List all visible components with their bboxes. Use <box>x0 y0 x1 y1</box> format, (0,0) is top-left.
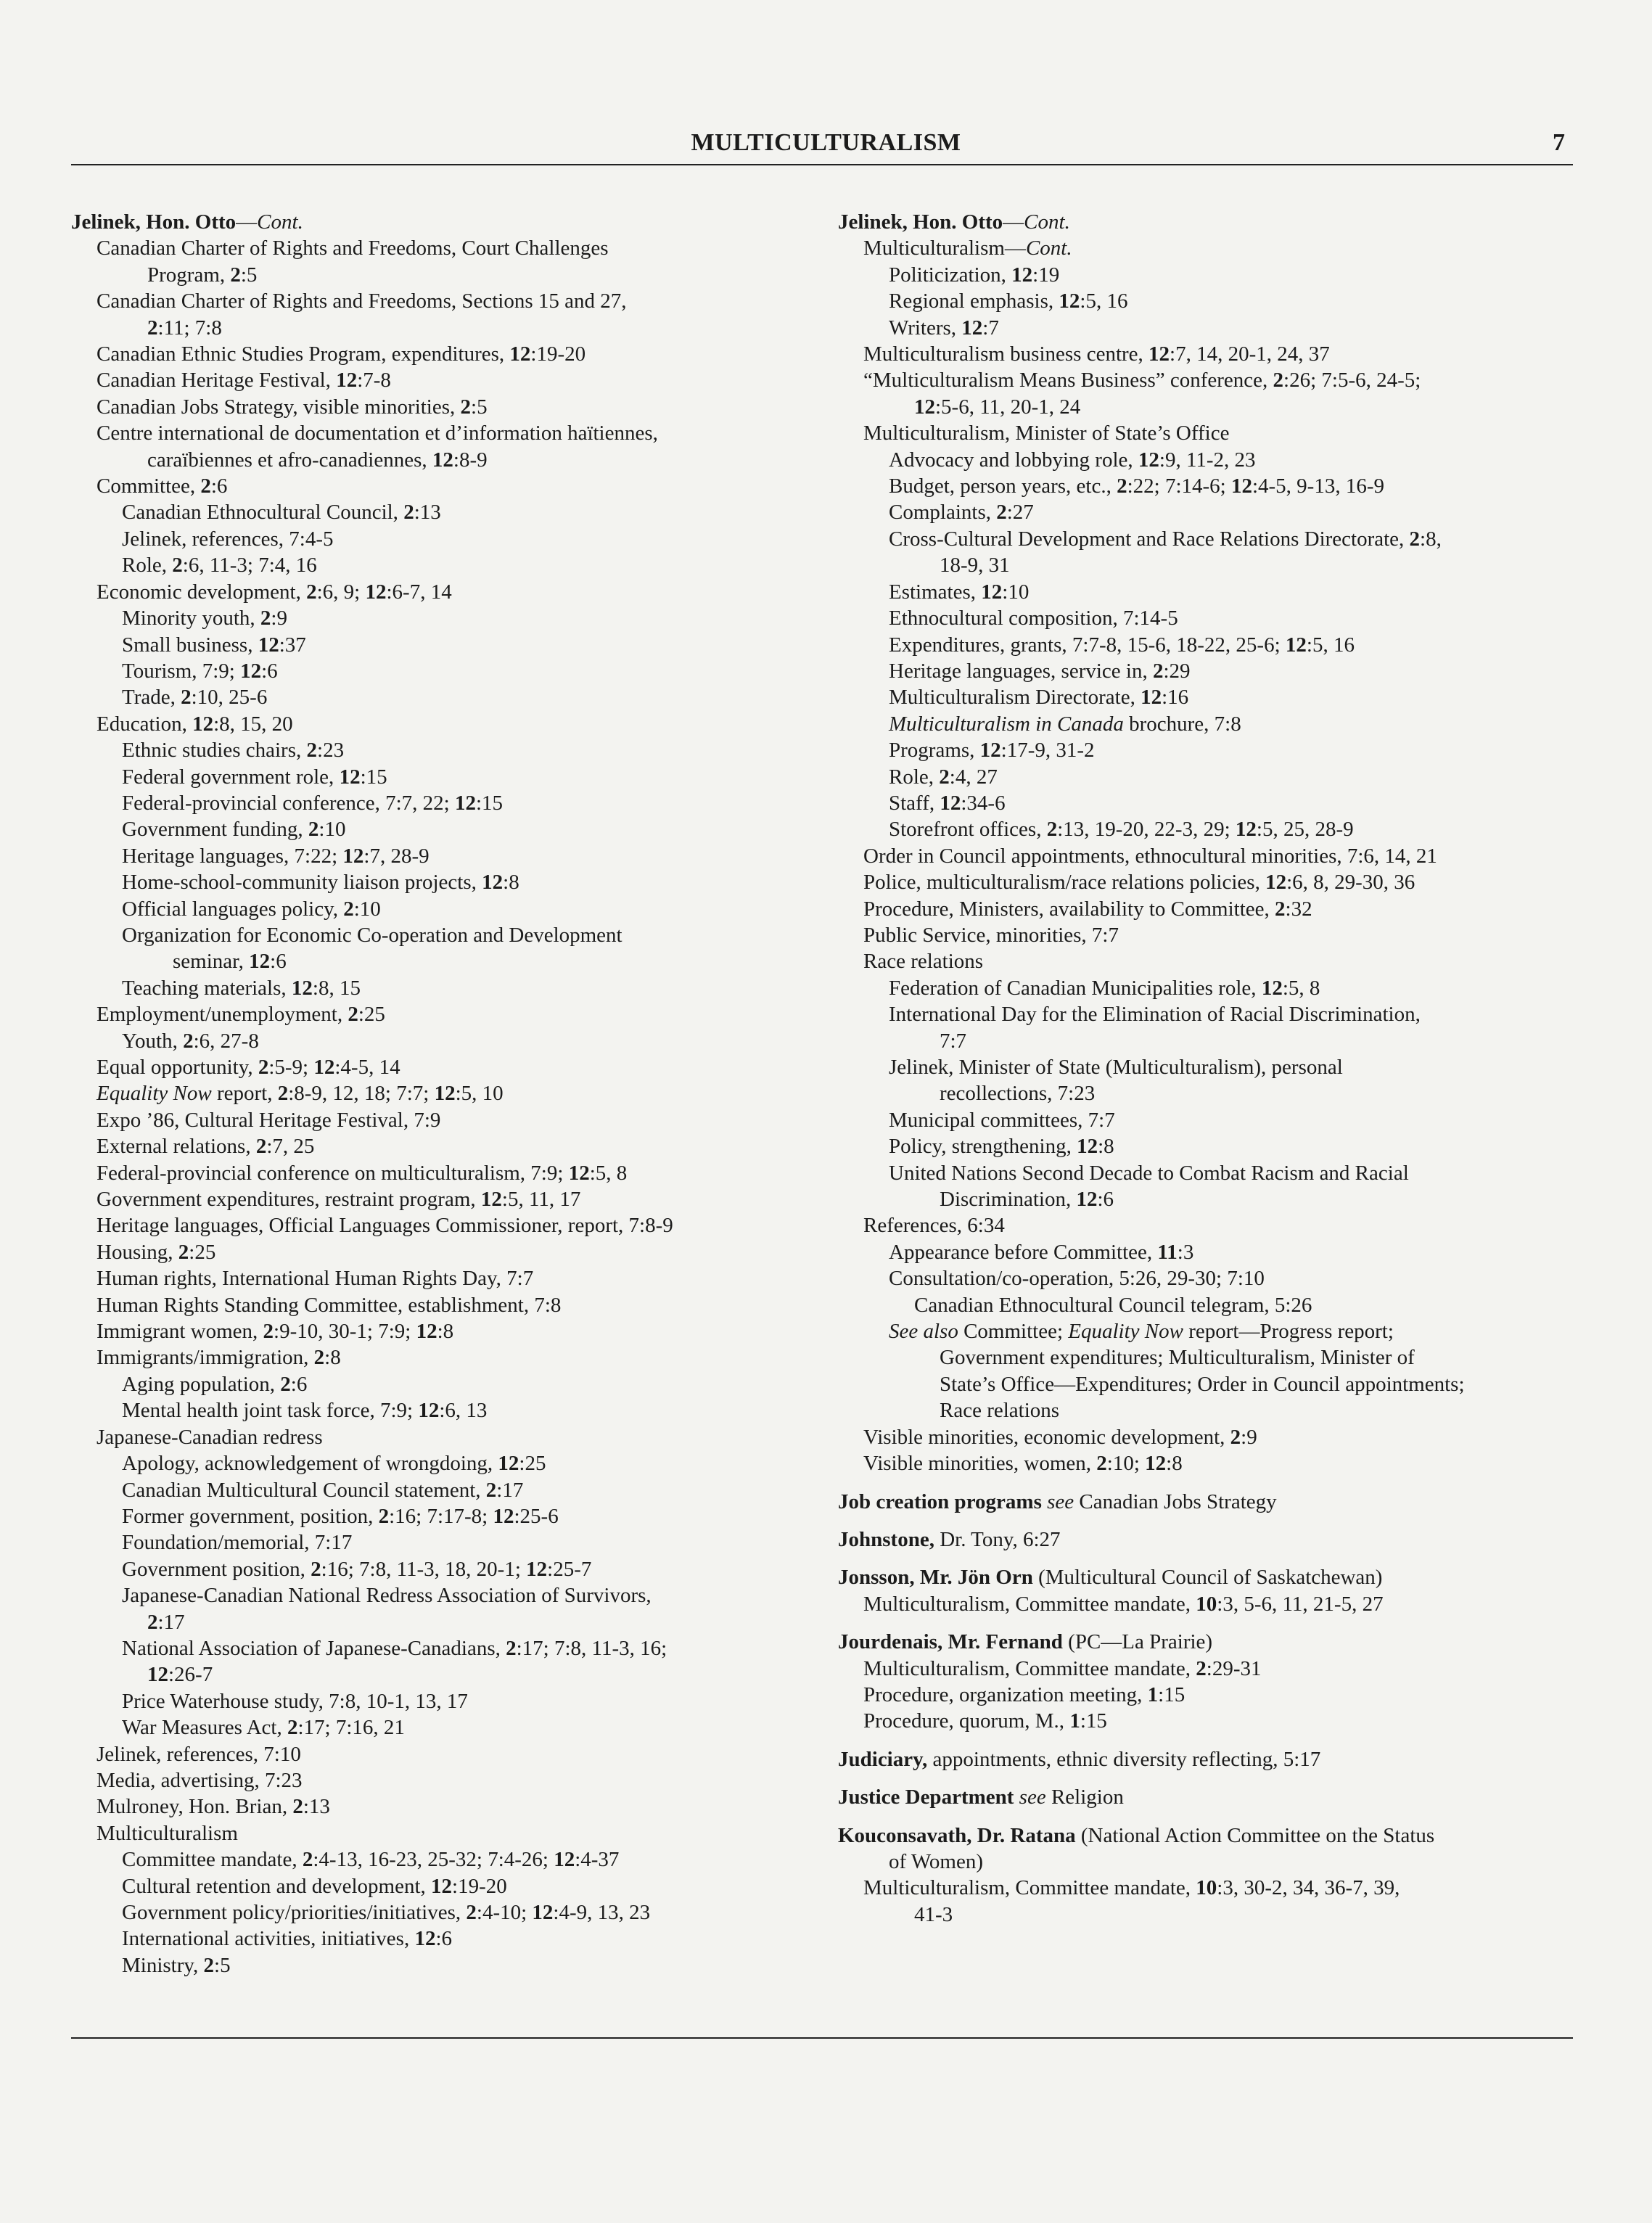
index-entry: War Measures Act, 2:17; 7:16, 21 <box>122 1716 405 1740</box>
index-entry: Housing, 2:25 <box>96 1240 216 1264</box>
index-entry: Foundation/memorial, 7:17 <box>122 1531 353 1555</box>
index-heading: Jonsson, Mr. Jön Orn (Multicultural Council of Saskatchewan) <box>838 1566 1383 1590</box>
index-entry: Multiculturalism business centre, 12:7, 14, 20-1, 24, 37 <box>863 342 1330 366</box>
index-column-right <box>838 209 1593 1928</box>
index-entry: Government expenditures, restraint program, 12:5, 11, 17 <box>96 1188 581 1212</box>
index-entry: Heritage languages, 7:22; 12:7, 28-9 <box>122 844 430 868</box>
index-entry: References, 6:34 <box>863 1214 1005 1238</box>
index-entry: Immigrants/immigration, 2:8 <box>96 1346 341 1370</box>
index-entry: 12:26-7 <box>147 1663 213 1687</box>
index-entry: Jelinek, references, 7:10 <box>96 1742 301 1766</box>
index-entry: Government position, 2:16; 7:8, 11-3, 18, 20-1; 12:25-7 <box>122 1557 592 1581</box>
index-entry: Multiculturalism, Committee mandate, 10:3, 30-2, 34, 36-7, 39, <box>863 1876 1400 1900</box>
index-entry: Programs, 12:17-9, 31-2 <box>889 739 1095 763</box>
index-entry: Canadian Jobs Strategy, visible minorities, 2:5 <box>96 395 488 419</box>
page-title: MULTICULTURALISM <box>691 129 961 156</box>
index-entry: Multiculturalism, Committee mandate, 2:29-31 <box>863 1656 1262 1680</box>
index-entry: See also Committee; Equality Now report—Progress report; <box>889 1320 1394 1344</box>
index-entry: Immigrant women, 2:9-10, 30-1; 7:9; 12:8 <box>96 1320 454 1344</box>
page-number: 7 <box>1553 129 1565 156</box>
index-entry: Heritage languages, Official Languages Commissioner, report, 7:8-9 <box>96 1214 673 1238</box>
index-entry: Canadian Heritage Festival, 12:7-8 <box>96 369 391 393</box>
index-entry: State’s Office—Expenditures; Order in Council appointments; <box>940 1372 1465 1396</box>
index-entry: Order in Council appointments, ethnocultural minorities, 7:6, 14, 21 <box>863 844 1437 868</box>
index-heading: Johnstone, Dr. Tony, 6:27 <box>838 1527 1061 1551</box>
index-entry: Canadian Charter of Rights and Freedoms, Court Challenges <box>96 237 609 260</box>
index-entry: Trade, 2:10, 25-6 <box>122 686 268 710</box>
index-entry: Ministry, 2:5 <box>122 1953 231 1977</box>
index-entry: Centre international de documentation et d’information haïtiennes, <box>96 422 658 445</box>
index-entry: Human Rights Standing Committee, establishment, 7:8 <box>96 1293 562 1317</box>
index-entry: Race relations <box>940 1399 1060 1423</box>
index-entry: Teaching materials, 12:8, 15 <box>122 976 361 1000</box>
index-entry: Policy, strengthening, 12:8 <box>889 1135 1114 1159</box>
index-heading: Jelinek, Hon. Otto—Cont. <box>838 210 1070 234</box>
index-entry: Tourism, 7:9; 12:6 <box>122 659 278 683</box>
index-entry: Regional emphasis, 12:5, 16 <box>889 289 1128 313</box>
index-entry: Canadian Multicultural Council statement, 2:17 <box>122 1478 524 1502</box>
index-entry: International Day for the Elimination of Racial Discrimination, <box>889 1003 1421 1027</box>
index-entry: “Multiculturalism Means Business” conference, 2:26; 7:5-6, 24-5; <box>863 369 1421 393</box>
index-entry: Economic development, 2:6, 9; 12:6-7, 14 <box>96 580 452 604</box>
index-entry: Multiculturalism <box>96 1821 238 1845</box>
index-entry: 7:7 <box>940 1029 967 1053</box>
index-entry: Official languages policy, 2:10 <box>122 897 381 921</box>
index-entry: Procedure, organization meeting, 1:15 <box>863 1682 1185 1706</box>
index-entry: 12:5-6, 11, 20-1, 24 <box>914 395 1081 419</box>
index-entry: Budget, person years, etc., 2:22; 7:14-6; 12:4-5, 9-13, 16-9 <box>889 474 1384 498</box>
index-entry: Staff, 12:34-6 <box>889 791 1006 815</box>
index-heading: Kouconsavath, Dr. Ratana (National Action Committee on the Status <box>838 1823 1435 1847</box>
index-entry: Former government, position, 2:16; 7:17-8; 12:25-6 <box>122 1504 559 1528</box>
index-entry: Canadian Charter of Rights and Freedoms, Sections 15 and 27, <box>96 289 627 313</box>
index-entry: Price Waterhouse study, 7:8, 10-1, 13, 17 <box>122 1689 468 1713</box>
index-entry: Japanese-Canadian National Redress Association of Survivors, <box>122 1584 652 1608</box>
index-entry: Procedure, quorum, M., 1:15 <box>863 1709 1107 1733</box>
index-entry: Discrimination, 12:6 <box>940 1188 1114 1212</box>
index-heading: Jourdenais, Mr. Fernand (PC—La Prairie) <box>838 1630 1213 1654</box>
index-entry: Minority youth, 2:9 <box>122 607 287 630</box>
index-entry: Federal-provincial conference on multiculturalism, 7:9; 12:5, 8 <box>96 1161 628 1185</box>
index-heading: Judiciary, appointments, ethnic diversity reflecting, 5:17 <box>838 1747 1321 1771</box>
index-entry: caraïbiennes et afro-canadiennes, 12:8-9 <box>147 448 488 472</box>
index-entry: Politicization, 12:19 <box>889 263 1060 287</box>
index-entry: National Association of Japanese-Canadians, 2:17; 7:8, 11-3, 16; <box>122 1636 667 1660</box>
header-rule <box>71 164 1573 165</box>
index-entry: Storefront offices, 2:13, 19-20, 22-3, 29; 12:5, 25, 28-9 <box>889 818 1354 842</box>
index-entry: Education, 12:8, 15, 20 <box>96 712 293 736</box>
index-entry: Apology, acknowledgement of wrongdoing, 12:25 <box>122 1452 546 1476</box>
index-entry: Visible minorities, economic development, 2:9 <box>863 1425 1257 1449</box>
index-entry: Government expenditures; Multiculturalism, Minister of <box>940 1346 1415 1370</box>
index-heading: Job creation programs see Canadian Jobs Strategy <box>838 1489 1277 1513</box>
index-entry: Employment/unemployment, 2:25 <box>96 1003 385 1027</box>
index-entry: Federal government role, 12:15 <box>122 765 387 789</box>
index-entry: Government policy/priorities/initiatives, 2:4-10; 12:4-9, 13, 23 <box>122 1901 651 1924</box>
index-entry: Role, 2:6, 11-3; 7:4, 16 <box>122 554 317 578</box>
index-entry: Police, multiculturalism/race relations policies, 12:6, 8, 29-30, 36 <box>863 871 1415 895</box>
index-entry: Human rights, International Human Rights Day, 7:7 <box>96 1267 534 1291</box>
index-entry: Canadian Ethnocultural Council telegram, 5:26 <box>914 1293 1312 1317</box>
index-entry: Canadian Ethnocultural Council, 2:13 <box>122 501 441 525</box>
index-entry: Multiculturalism, Committee mandate, 10:3, 5-6, 11, 21-5, 27 <box>863 1592 1384 1616</box>
index-entry: Multiculturalism Directorate, 12:16 <box>889 686 1189 710</box>
index-entry: Equal opportunity, 2:5-9; 12:4-5, 14 <box>96 1056 400 1079</box>
index-entry: 2:17 <box>147 1610 185 1634</box>
index-entry: Role, 2:4, 27 <box>889 765 998 789</box>
index-entry: Youth, 2:6, 27-8 <box>122 1029 259 1053</box>
index-entry: Aging population, 2:6 <box>122 1372 308 1396</box>
index-entry: Appearance before Committee, 11:3 <box>889 1240 1194 1264</box>
index-heading: Jelinek, Hon. Otto—Cont. <box>71 210 303 234</box>
index-entry: Ethnocultural composition, 7:14-5 <box>889 607 1178 630</box>
index-entry: Ethnic studies chairs, 2:23 <box>122 739 345 763</box>
index-column-left <box>71 209 826 1978</box>
index-entry: Canadian Ethnic Studies Program, expenditures, 12:19-20 <box>96 342 586 366</box>
index-entry: Organization for Economic Co-operation and Development <box>122 923 622 947</box>
index-entry: Mulroney, Hon. Brian, 2:13 <box>96 1795 330 1819</box>
index-entry: Municipal committees, 7:7 <box>889 1108 1115 1132</box>
index-entry: Cultural retention and development, 12:19-20 <box>122 1874 507 1898</box>
index-entry: 18-9, 31 <box>940 554 1010 578</box>
index-entry: Multiculturalism in Canada brochure, 7:8 <box>889 712 1241 736</box>
index-entry: Estimates, 12:10 <box>889 580 1030 604</box>
index-entry: Cross-Cultural Development and Race Relations Directorate, 2:8, <box>889 527 1442 551</box>
index-entry: Writers, 12:7 <box>889 316 999 340</box>
index-entry: Multiculturalism, Minister of State’s Office <box>863 422 1230 445</box>
index-heading: Justice Department see Religion <box>838 1786 1124 1809</box>
index-entry: Advocacy and lobbying role, 12:9, 11-2, 23 <box>889 448 1256 472</box>
index-entry: Heritage languages, service in, 2:29 <box>889 659 1191 683</box>
footer-rule <box>71 2037 1573 2039</box>
index-entry: Japanese-Canadian redress <box>96 1425 323 1449</box>
index-entry: of Women) <box>889 1849 984 1873</box>
index-entry: Federation of Canadian Municipalities role, 12:5, 8 <box>889 976 1320 1000</box>
index-entry: Committee, 2:6 <box>96 474 228 498</box>
index-entry: Public Service, minorities, 7:7 <box>863 923 1119 947</box>
index-entry: Expenditures, grants, 7:7-8, 15-6, 18-22, 25-6; 12:5, 16 <box>889 633 1355 657</box>
index-entry: Media, advertising, 7:23 <box>96 1768 303 1792</box>
index-entry: Program, 2:5 <box>147 263 258 287</box>
index-entry: Expo ’86, Cultural Heritage Festival, 7:9 <box>96 1108 441 1132</box>
index-entry: seminar, 12:6 <box>173 950 287 974</box>
index-entry: Jelinek, references, 7:4-5 <box>122 527 334 551</box>
index-entry: Jelinek, Minister of State (Multiculturalism), personal <box>889 1056 1343 1079</box>
index-entry: External relations, 2:7, 25 <box>96 1135 315 1159</box>
index-entry: Government funding, 2:10 <box>122 818 346 842</box>
index-entry: International activities, initiatives, 12:6 <box>122 1927 453 1951</box>
index-entry: Small business, 12:37 <box>122 633 306 657</box>
index-entry: Complaints, 2:27 <box>889 501 1034 525</box>
index-entry: Visible minorities, women, 2:10; 12:8 <box>863 1452 1183 1476</box>
index-entry: Mental health joint task force, 7:9; 12:6, 13 <box>122 1399 488 1423</box>
index-entry: Committee mandate, 2:4-13, 16-23, 25-32; 7:4-26; 12:4-37 <box>122 1848 620 1872</box>
index-entry: Consultation/co-operation, 5:26, 29-30; 7:10 <box>889 1267 1265 1291</box>
index-entry: Procedure, Ministers, availability to Committee, 2:32 <box>863 897 1312 921</box>
index-entry: 2:11; 7:8 <box>147 316 222 340</box>
index-entry: Multiculturalism—Cont. <box>863 237 1072 260</box>
index-entry: Equality Now report, 2:8-9, 12, 18; 7:7; 12:5, 10 <box>96 1082 504 1106</box>
index-entry: recollections, 7:23 <box>940 1082 1096 1106</box>
index-entry: 41-3 <box>914 1902 953 1926</box>
index-entry: Federal-provincial conference, 7:7, 22; 12:15 <box>122 791 504 815</box>
index-entry: United Nations Second Decade to Combat Racism and Racial <box>889 1161 1409 1185</box>
index-entry: Race relations <box>863 950 984 974</box>
index-entry: Home-school-community liaison projects, 12:8 <box>122 871 519 895</box>
